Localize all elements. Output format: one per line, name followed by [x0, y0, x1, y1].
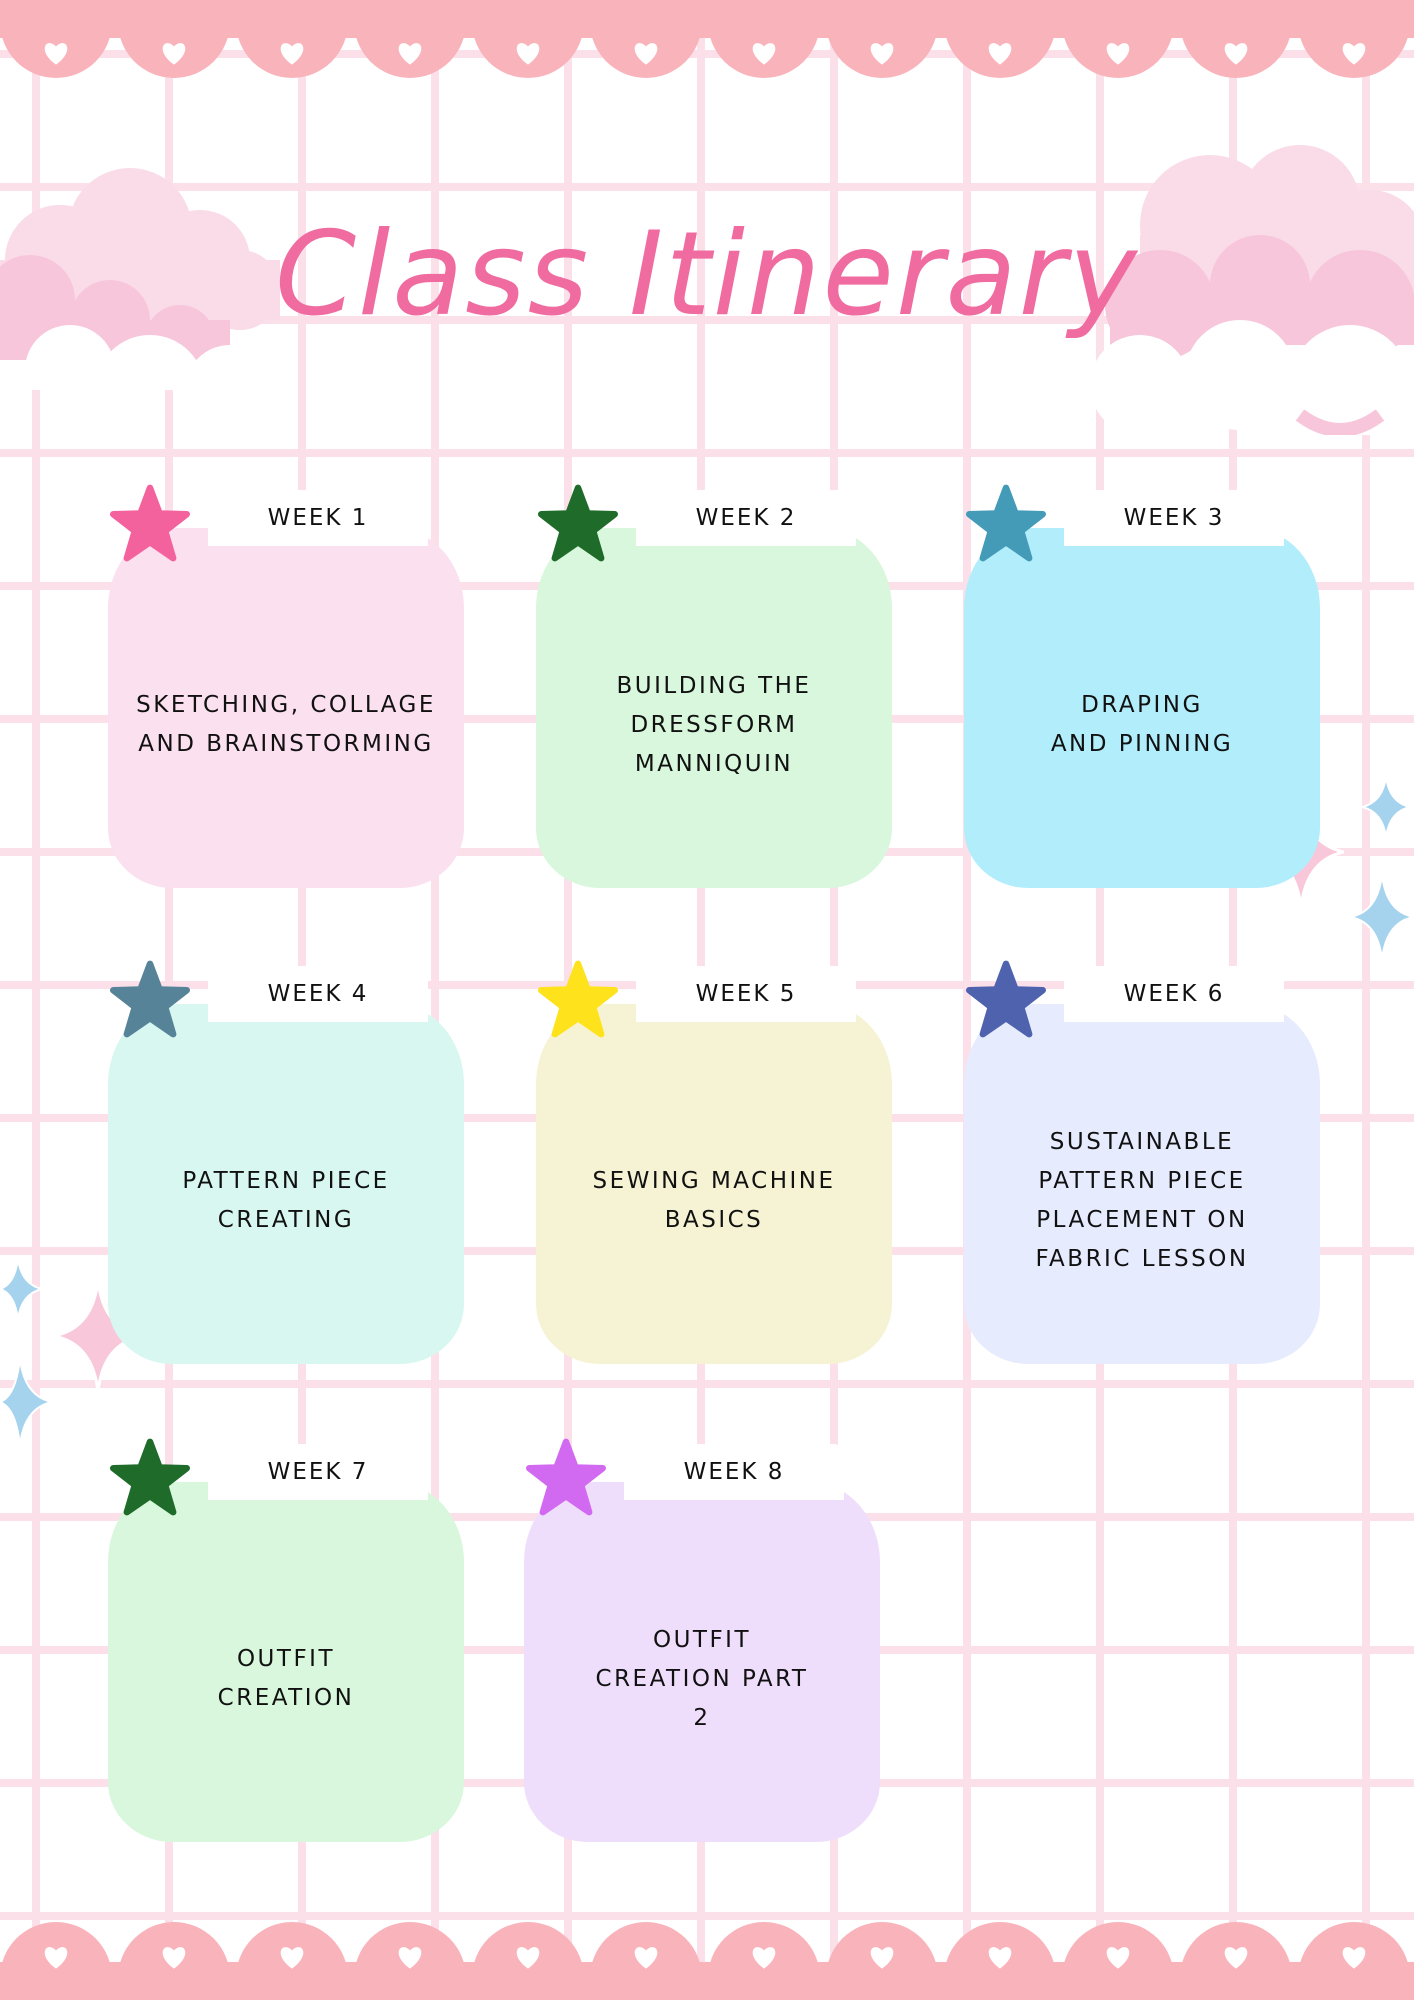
scallop	[354, 0, 466, 78]
star-icon	[966, 484, 1046, 562]
week-label: WEEK 5	[695, 981, 797, 1007]
star-icon	[110, 960, 190, 1038]
bottom-scallop-border	[0, 1922, 1414, 2000]
top-scallop-border	[0, 0, 1414, 78]
week-card	[526, 966, 902, 1386]
week-label: WEEK 3	[1123, 505, 1225, 531]
heart-icon-row-top	[0, 0, 1414, 78]
week-topic: SEWING MACHINE BASICS	[592, 1168, 836, 1233]
scallop	[472, 0, 584, 78]
star-icon	[110, 484, 190, 562]
week-card	[954, 490, 1330, 910]
week-card	[98, 1444, 474, 1864]
week-card	[954, 966, 1330, 1386]
scallop	[0, 0, 112, 78]
star-icon	[538, 484, 618, 562]
week-topic: DRAPING AND PINNING	[1050, 692, 1234, 757]
page-title: Class Itinerary	[275, 207, 1139, 342]
scallop	[118, 0, 230, 78]
week-topic: SUSTAINABLE PATTERN PIECE PLACEMENT ON FABRIC LESSON	[1035, 1129, 1249, 1272]
star-icon	[966, 960, 1046, 1038]
star-icon	[538, 960, 618, 1038]
star-icon	[526, 1438, 606, 1516]
heart-icon-row-bottom	[0, 1922, 1414, 2000]
week-label: WEEK 7	[267, 1459, 369, 1485]
scallop	[1180, 0, 1292, 78]
week-topic: OUTFIT CREATION PART 2	[595, 1626, 809, 1731]
sparkle-icon	[1350, 874, 1414, 960]
week-card	[98, 966, 474, 1386]
week-label: WEEK 8	[683, 1459, 785, 1485]
week-topic: BUILDING THE DRESSFORM MANNIQUIN	[616, 672, 812, 777]
sparkle-icon	[0, 1258, 42, 1320]
week-label: WEEK 1	[267, 505, 369, 531]
scallop	[590, 0, 702, 78]
week-card	[526, 490, 902, 910]
week-topic: PATTERN PIECE CREATING	[182, 1168, 390, 1233]
week-card	[514, 1444, 890, 1864]
scallop	[1062, 0, 1174, 78]
week-topic: SKETCHING, COLLAGE AND BRAINSTORMING	[136, 692, 436, 757]
scallop	[944, 0, 1056, 78]
sparkle-icon	[0, 1358, 52, 1446]
week-label: WEEK 2	[695, 505, 797, 531]
scallop	[1298, 0, 1410, 78]
scallop	[708, 0, 820, 78]
star-icon	[110, 1438, 190, 1516]
week-label: WEEK 6	[1123, 981, 1225, 1007]
sparkle-icon	[1362, 776, 1410, 838]
week-topic: OUTFIT CREATION	[217, 1646, 355, 1711]
week-label: WEEK 4	[267, 981, 369, 1007]
scallop	[236, 0, 348, 78]
week-card	[98, 490, 474, 910]
scallop	[826, 0, 938, 78]
